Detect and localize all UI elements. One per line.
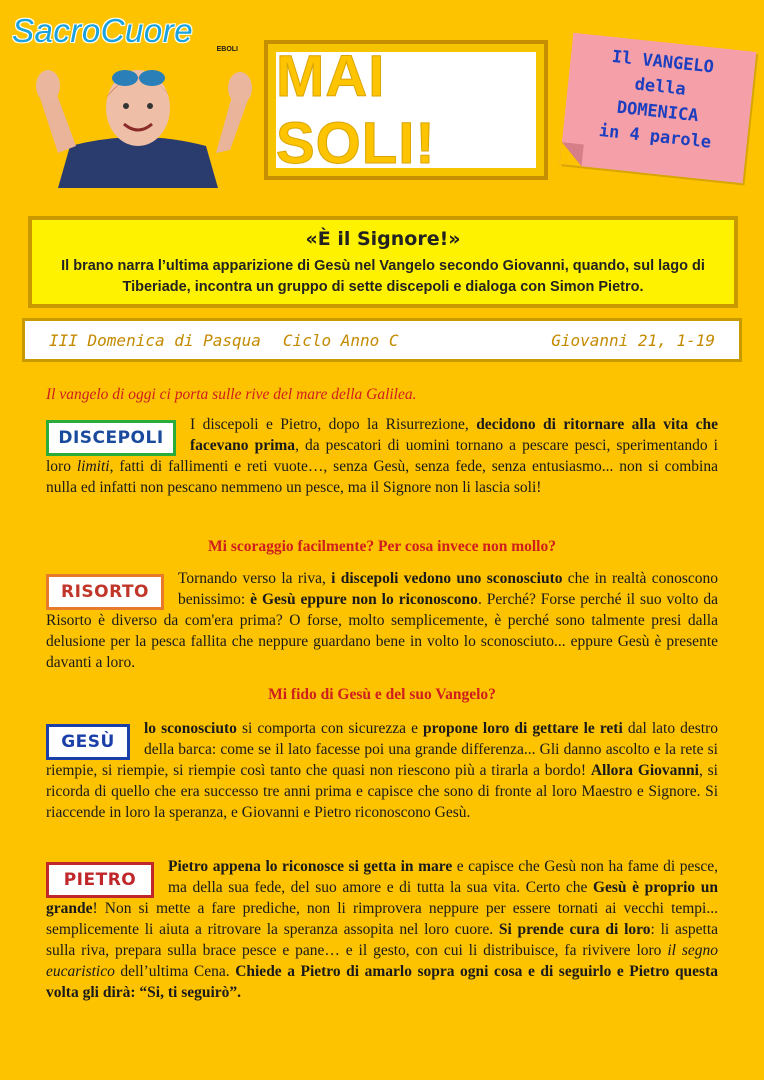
bold-segment: Pietro appena lo riconosce si getta in mare bbox=[168, 858, 453, 875]
section-risorto bbox=[46, 568, 718, 673]
tag-risorto: RISORTO bbox=[46, 574, 164, 610]
tag-pietro: PIETRO bbox=[46, 862, 154, 898]
text-segment: si comporta con sicurezza e bbox=[236, 720, 424, 737]
cycle-label: Ciclo Anno C bbox=[282, 330, 399, 350]
title-box bbox=[264, 40, 548, 180]
bold-segment: Chiede a Pietro di amarlo sopra ogni cosa e di seguirlo e Pietro questa volta gli dirà: “Si, ti seguirò”. bbox=[46, 963, 719, 1001]
text-segment: . Perché? Forse perché il suo volto da Risorto è diverso da com'era prima? O forse, molto semplicemente, è perché sono talmente presi dalla delusione per la pesca fallita che neppure guardano bene in volto lo sconosciuto... eppure Gesù è presente davanti a loro. bbox=[46, 591, 719, 671]
italic-segment: il segno eucaristico bbox=[46, 942, 718, 980]
text-segment: e capisce che Gesù non ha fame di pesce, ma della sua fede, del suo amore e di tutta la sua vita. Certo che bbox=[168, 858, 718, 896]
passage-label: Giovanni 21, 1-19 bbox=[551, 330, 715, 350]
section-discepoli bbox=[46, 414, 718, 498]
info-bar bbox=[22, 318, 742, 362]
note-fold bbox=[560, 142, 584, 166]
logo-subtext: EBOLI bbox=[216, 46, 238, 53]
text-segment: , da pescatori di uomini tornano a pescare pesci, sperimentando i loro bbox=[46, 437, 718, 475]
page-title: MAI SOLI! bbox=[276, 44, 436, 176]
summary-text: Il brano narra l’ultima apparizione di Gesù nel Vangelo secondo Giovanni, quando, sul lago di Tiberiade, incontra un gruppo di sette discepoli e dialoga con Simon Pietro. bbox=[61, 258, 705, 295]
title-inner bbox=[276, 44, 536, 176]
sticky-note bbox=[560, 33, 757, 184]
text-segment: Tornando verso la riva, bbox=[178, 570, 332, 587]
note-text bbox=[562, 41, 755, 160]
text-segment: , si ricorda di quello che era successo tre anni prima e capisce che sono di fronte al loro Maestro e Signore. Si riaccende in loro la speranza, e Giovanni e Pietro riconoscono Gesù. bbox=[46, 762, 718, 821]
text-segment: che in realtà conoscono benissimo: bbox=[178, 570, 718, 608]
note-line-1: Il VANGELO bbox=[610, 46, 715, 78]
note-line-2: della bbox=[633, 74, 687, 100]
bold-segment: Allora Giovanni bbox=[590, 762, 699, 779]
question-1: Mi scoraggio facilmente? Per cosa invece non mollo? bbox=[208, 538, 556, 555]
bold-segment: è Gesù eppure non lo riconoscono bbox=[250, 591, 478, 608]
logo-text: SacroCuore bbox=[12, 12, 194, 49]
text-segment: : li aspetta sulla riva, prepara sulla brace pesce e pane… e il gesto, con cui li distribuisce, fa rivivere loro bbox=[46, 921, 719, 959]
summary-quote: «È il Signore!» bbox=[305, 228, 461, 250]
section-pietro bbox=[46, 856, 718, 1003]
text-segment: dell’ultima Cena. bbox=[114, 963, 236, 980]
question-2: Mi fido di Gesù e del suo Vangelo? bbox=[268, 686, 496, 703]
note-line-3: DOMENICA bbox=[615, 97, 700, 127]
text-segment: I discepoli e Pietro, dopo la Risurrezione, bbox=[190, 416, 477, 433]
bold-segment: lo sconosciuto bbox=[144, 720, 237, 737]
bold-segment: Si prende cura di loro bbox=[498, 921, 651, 938]
logo bbox=[12, 12, 252, 52]
tag-gesu: GESÙ bbox=[46, 724, 130, 760]
bold-segment: i discepoli vedono uno sconosciuto bbox=[331, 570, 563, 587]
section-gesu bbox=[46, 718, 718, 823]
summary-panel bbox=[28, 216, 738, 308]
bold-segment: propone loro di gettare le reti bbox=[423, 720, 623, 737]
bold-segment: decidono di ritornare alla vita che facevano prima bbox=[190, 416, 718, 454]
sunday-label: III Domenica di Pasqua bbox=[49, 330, 261, 350]
italic-segment: limiti bbox=[76, 458, 110, 475]
text-segment: , fatti di fallimenti e reti vuote…, senza Gesù, senza fede, senza entusiasmo... non si combina nulla ed infatti non pescano nemmeno un pesce, ma il Signore non li lascia soli! bbox=[46, 458, 718, 496]
intro-text: Il vangelo di oggi ci porta sulle rive del mare della Galilea. bbox=[46, 386, 417, 403]
bold-segment: Gesù è proprio un grande bbox=[46, 879, 718, 917]
text-segment: dal lato destro della barca: come se il lato facesse poi una grande differenza... Gli danno ascolto e la rete si riempie, si riempie, si riempie così tanto che quasi non riescono più a tirarla a bordo! bbox=[46, 720, 719, 779]
note-line-4: in 4 parole bbox=[597, 121, 713, 153]
tag-discepoli: DISCEPOLI bbox=[46, 420, 176, 456]
text-segment: ! Non si mette a fare prediche, non li rimprovera neppure per essere tornati ai vecchi tempi... semplicemente li aiuta a ritrovare la speranza assopita nel loro cuore. bbox=[46, 900, 718, 938]
child-photo bbox=[18, 58, 262, 188]
